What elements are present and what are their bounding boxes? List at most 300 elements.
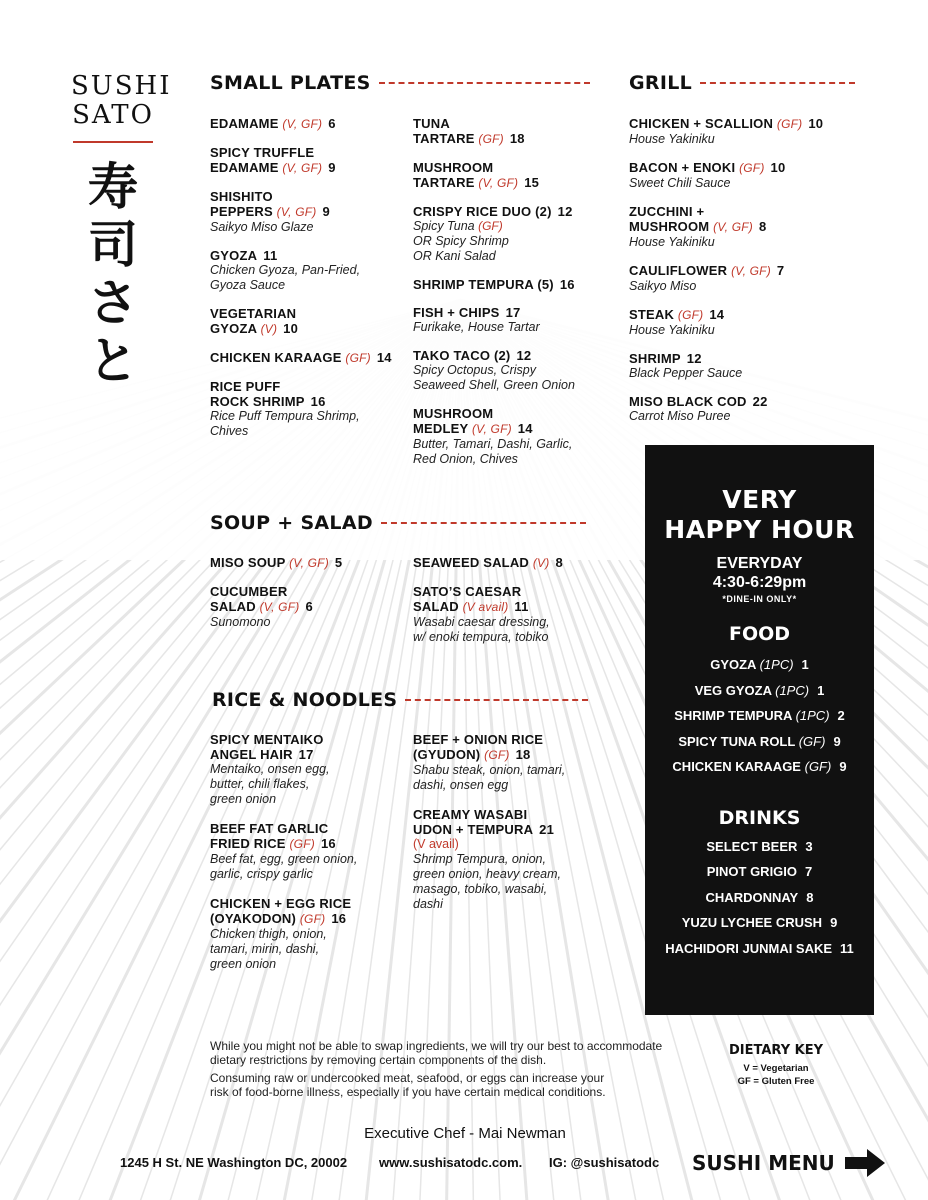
menu-item	[629, 263, 859, 294]
rice-noodles-col-1	[210, 732, 405, 986]
happy-hour-item-name: GYOZA	[710, 657, 756, 672]
menu-item-price: 15	[524, 175, 540, 190]
menu-item-name-line	[413, 747, 608, 763]
dietary-tag: (V, GF)	[478, 176, 519, 190]
menu-item-name-2: (GYUDON)	[413, 747, 481, 762]
menu-item-name-line	[413, 131, 608, 147]
dietary-tag: (GF)	[478, 219, 503, 233]
disclaimer-line: dietary restrictions by removing certain components of the dish.	[210, 1052, 547, 1067]
menu-item-price: 14	[376, 350, 392, 365]
menu-item	[210, 145, 400, 176]
menu-item-name-line	[210, 160, 400, 176]
menu-item-name-line	[629, 160, 859, 176]
happy-hour-drink-item	[645, 834, 874, 860]
menu-item-price: 14	[517, 421, 533, 436]
menu-item-description-text: Red Onion, Chives	[413, 452, 518, 466]
menu-item	[210, 896, 405, 972]
menu-item-name: MUSHROOM	[413, 406, 494, 421]
happy-hour-note: *DINE-IN ONLY*	[722, 594, 797, 604]
menu-item-description	[629, 176, 859, 191]
menu-item-name-line	[413, 599, 608, 615]
happy-hour-item-name: CHARDONNAY	[705, 889, 799, 905]
menu-item-description-text: dashi	[413, 897, 443, 911]
menu-item-price: 12	[686, 351, 702, 366]
menu-item-name-line	[413, 348, 608, 363]
logo-wordmark	[71, 71, 172, 130]
happy-hour-item-price: 1	[817, 682, 825, 698]
menu-item-description	[413, 615, 608, 630]
menu-item	[413, 348, 608, 393]
rice-noodles-heading	[212, 689, 588, 711]
happy-hour-item-tag: (1PC)	[759, 657, 794, 672]
menu-item	[629, 394, 859, 424]
menu-item-description	[210, 792, 405, 807]
menu-item-description	[413, 630, 608, 645]
menu-item	[413, 807, 608, 912]
menu-item-description	[210, 220, 400, 235]
menu-item-name-2: TARTARE	[413, 175, 475, 190]
menu-item-name-line	[413, 421, 608, 437]
menu-item-name-2: TARTARE	[413, 131, 475, 146]
menu-item-name-2: PEPPERS	[210, 204, 273, 219]
dietary-tag: (GF)	[289, 837, 315, 851]
menu-item-description	[210, 927, 405, 942]
menu-item	[629, 307, 859, 338]
menu-item	[413, 406, 608, 467]
happy-hour-drinks-title: DRINKS	[718, 806, 801, 829]
menu-item-price: 22	[752, 394, 768, 409]
menu-item-name-line	[413, 175, 608, 191]
menu-item-price: 6	[328, 116, 336, 131]
menu-item	[210, 248, 400, 293]
happy-hour-item-price: 2	[837, 708, 845, 723]
logo-line-1: SUSHI	[71, 71, 172, 101]
happy-hour-item-tag: (1PC)	[795, 708, 830, 723]
dietary-tag: (V, GF)	[289, 556, 329, 570]
menu-item	[210, 116, 400, 132]
menu-item-description	[210, 263, 400, 278]
menu-item	[413, 277, 608, 292]
menu-item-name-line	[210, 321, 400, 337]
dietary-key-title: DIETARY KEY	[728, 1043, 824, 1058]
menu-item-name-line	[210, 394, 400, 409]
menu-item-description	[210, 409, 400, 424]
menu-item-name-2: GYOZA	[210, 321, 257, 336]
dietary-tag: (GF)	[299, 912, 326, 926]
happy-hour-drink-item	[645, 859, 874, 885]
happy-hour-food-item	[645, 703, 874, 729]
menu-item-name: FISH + CHIPS	[413, 305, 500, 320]
happy-hour-drink-item	[645, 936, 874, 962]
menu-item-description-text: Shabu steak, onion, tamari,	[413, 763, 566, 777]
small-plates-title: SMALL PLATES	[210, 72, 371, 94]
menu-item-description-text: green onion, heavy cream,	[413, 867, 562, 881]
menu-item-description	[629, 409, 859, 424]
menu-item-description	[413, 763, 608, 778]
menu-item-name-2: MEDLEY	[413, 421, 469, 436]
menu-item-description-text: OR Kani Salad	[413, 249, 496, 263]
menu-item-description-text: House Yakiniku	[629, 132, 715, 146]
menu-item-description-text: House Yakiniku	[629, 235, 715, 249]
happy-hour-food-title: FOOD	[728, 623, 791, 645]
menu-item	[210, 584, 400, 630]
menu-item-description-text: Shrimp Tempura, onion,	[413, 852, 546, 866]
menu-item-name: CAULIFLOWER	[629, 263, 728, 278]
menu-item-name-2: UDON + TEMPURA	[413, 822, 534, 837]
menu-item-name-line	[210, 116, 400, 132]
dietary-tag: (V, GF)	[276, 205, 317, 219]
menu-item-name: VEGETARIAN	[210, 306, 297, 321]
disclaimer-line: Consuming raw or undercooked meat, seafood, or eggs can increase your	[210, 1071, 605, 1085]
menu-item-name: CHICKEN KARAAGE	[210, 350, 342, 365]
happy-hour-drinks-list	[645, 834, 874, 962]
menu-item-price: 16	[310, 394, 326, 409]
menu-item	[413, 204, 608, 264]
menu-item-name-line	[210, 599, 400, 615]
menu-item-price: 5	[334, 555, 343, 570]
happy-hour-title-1: VERY	[722, 485, 797, 514]
logo-line-2: SATO	[72, 100, 154, 130]
small-plates-col-2	[413, 116, 608, 480]
menu-item-price: 8	[758, 219, 767, 234]
menu-item-description-text: Spicy Tuna	[413, 219, 475, 233]
menu-item-description-text: Sweet Chili Sauce	[629, 176, 731, 190]
menu-item-description-text: OR Spicy Shrimp	[413, 234, 509, 248]
dietary-tag: (V avail)	[413, 837, 459, 851]
menu-item-price: 18	[515, 747, 531, 762]
menu-item-price: 16	[331, 911, 347, 926]
disclaimer-line: While you might not be able to swap ingredients, we will try our best to accommodate	[210, 1039, 663, 1053]
menu-item-price: 12	[516, 348, 532, 363]
menu-item-description-text: Saikyo Miso Glaze	[210, 220, 314, 234]
soup-salad-title: SOUP + SALAD	[210, 512, 373, 534]
menu-item-description-text: House Yakiniku	[629, 323, 715, 337]
menu-item-price: 10	[808, 116, 824, 131]
menu-item-description-text: Beef fat, egg, green onion,	[210, 852, 358, 866]
menu-item-name-line	[629, 351, 859, 366]
happy-hour-time: 4:30-6:29pm	[712, 574, 807, 591]
menu-item-price: 12	[557, 204, 573, 219]
dietary-tag: (GF)	[478, 132, 504, 146]
menu-item	[413, 305, 608, 335]
menu-item-description	[413, 882, 608, 897]
menu-item-description-text: masago, tobiko, wasabi,	[413, 882, 548, 896]
footer-address: 1245 H St. NE Washington DC, 20002	[120, 1155, 348, 1170]
happy-hour-item-price: 1	[801, 657, 809, 672]
menu-item-name-2: SALAD	[413, 599, 459, 614]
happy-hour-panel	[645, 445, 874, 1015]
menu-item-price: 10	[283, 321, 299, 336]
menu-item-name: MISO BLACK COD	[629, 394, 747, 409]
menu-item-description	[629, 132, 859, 147]
happy-hour-days: EVERYDAY	[716, 555, 803, 572]
dietary-tag: (V, GF)	[713, 220, 753, 234]
menu-item-description-text: Gyoza Sauce	[210, 278, 286, 292]
menu-item-description-text: Wasabi caesar dressing,	[413, 615, 550, 629]
menu-item-description-text: tamari, mirin, dashi,	[210, 942, 320, 956]
happy-hour-item-name: VEG GYOZA	[694, 682, 772, 698]
menu-item-price: 9	[328, 160, 336, 175]
logo-jp-char: と	[88, 332, 138, 390]
menu-item-description-text: Butter, Tamari, Dashi, Garlic,	[413, 437, 573, 451]
happy-hour-item-tag: (GF)	[804, 759, 832, 774]
menu-item-name-line	[210, 911, 405, 927]
menu-item-description-text: Carrot Miso Puree	[629, 409, 731, 423]
menu-item	[210, 379, 400, 439]
menu-item-name: TAKO TACO (2)	[413, 348, 511, 363]
menu-item-price: 14	[709, 307, 725, 322]
menu-item-name-line	[210, 204, 400, 220]
menu-item-name-line	[210, 350, 400, 366]
menu-item-name-line	[413, 277, 608, 292]
menu-item-name: BEEF FAT GARLIC	[210, 821, 329, 836]
dietary-tag: (V avail)	[462, 600, 509, 614]
menu-item-name: SPICY TRUFFLE	[210, 145, 315, 160]
menu-item-name: SHRIMP	[629, 351, 681, 366]
arrow-right-icon	[845, 1147, 887, 1179]
menu-item-name: SATO’S CAESAR	[413, 584, 522, 599]
menu-item-description-text: garlic, crispy garlic	[210, 867, 313, 881]
menu-item-description-text: Spicy Octopus, Crispy	[413, 363, 536, 377]
menu-item-description	[413, 249, 608, 264]
menu-item-price: 17	[298, 747, 314, 762]
dietary-tag: (GF)	[776, 117, 803, 131]
happy-hour-item-price: 9	[833, 733, 841, 749]
happy-hour-food-list	[645, 652, 874, 780]
menu-item-name-2: FRIED RICE	[210, 836, 286, 851]
menu-item	[210, 732, 405, 807]
grill-list	[629, 116, 859, 437]
menu-item-price: 6	[305, 599, 313, 614]
menu-item-name: EDAMAME	[210, 116, 279, 131]
menu-item-description	[629, 279, 859, 294]
dietary-key-v: V = Vegetarian	[743, 1063, 809, 1074]
menu-item-name-line	[629, 219, 859, 235]
happy-hour-item-name: HACHIDORI JUNMAI SAKE	[665, 940, 833, 956]
logo-jp-char: 寿	[88, 158, 138, 216]
menu-item	[413, 555, 608, 571]
menu-item-description	[413, 452, 608, 467]
menu-item-name: CHICKEN + EGG RICE	[210, 896, 352, 911]
soup-salad-col-1	[210, 555, 400, 643]
happy-hour-drink-item	[645, 910, 874, 936]
menu-item-price: 10	[770, 160, 786, 175]
menu-item-name-2: EDAMAME	[210, 160, 279, 175]
dietary-tag: (V, GF)	[282, 117, 323, 131]
menu-item	[413, 584, 608, 645]
menu-item	[210, 555, 400, 571]
menu-item-description	[413, 778, 608, 793]
menu-item-description	[629, 323, 859, 338]
menu-item-price: 9	[322, 204, 330, 219]
menu-item-name-2: ANGEL HAIR	[210, 747, 293, 762]
dietary-tag: (V, GF)	[471, 422, 512, 436]
menu-item-description	[629, 235, 859, 250]
menu-item-price: 7	[776, 263, 785, 278]
small-plates-heading	[210, 72, 590, 94]
happy-hour-item-name: PINOT GRIGIO	[706, 864, 798, 879]
happy-hour-food-item	[645, 678, 874, 704]
menu-item-description-text: Chicken thigh, onion,	[210, 927, 327, 941]
menu-item-name-line	[210, 836, 405, 852]
dietary-tag: (V, GF)	[731, 264, 771, 278]
menu-item-name-2: (OYAKODON)	[210, 911, 297, 926]
menu-item-description	[210, 777, 405, 792]
executive-chef: Executive Chef - Mai Newman	[364, 1125, 566, 1142]
menu-item-name: ZUCCHINI +	[629, 204, 705, 219]
menu-item	[413, 160, 608, 191]
menu-item-description	[413, 852, 608, 867]
next-menu-label: SUSHI MENU	[692, 1151, 835, 1175]
menu-item-description-text: Mentaiko, onsen egg,	[210, 762, 330, 776]
soup-salad-col-2	[413, 555, 608, 658]
menu-item	[629, 160, 859, 191]
happy-hour-food-item	[645, 729, 874, 755]
menu-item-name-line	[629, 394, 859, 409]
dietary-tag: (GF)	[345, 351, 371, 365]
menu-item-name: RICE PUFF	[210, 379, 281, 394]
menu-item-description	[210, 278, 400, 293]
dietary-tag: (GF)	[484, 748, 510, 762]
next-menu-link[interactable]	[692, 1147, 887, 1179]
menu-item-description	[413, 437, 608, 452]
menu-item-description	[210, 942, 405, 957]
menu-item-price: 18	[509, 131, 525, 146]
heading-dash-rule	[405, 699, 588, 701]
logo-japanese	[78, 158, 148, 390]
menu-item-description-text: Sunomono	[210, 615, 271, 629]
happy-hour-food-item	[645, 652, 874, 678]
happy-hour-item-name: SELECT BEER	[706, 838, 798, 854]
menu-item-description	[413, 363, 608, 378]
dietary-key-gf: GF = Gluten Free	[737, 1076, 815, 1087]
footer-instagram[interactable]: IG: @sushisatodc	[549, 1155, 660, 1170]
menu-item-name-line	[413, 555, 608, 571]
menu-item	[629, 116, 859, 147]
menu-item	[413, 116, 608, 147]
menu-item-price: 16	[559, 277, 575, 292]
menu-item-name-2: MUSHROOM	[629, 219, 710, 234]
dietary-tag: (V, GF)	[282, 161, 323, 175]
menu-item-name: GYOZA	[210, 248, 258, 263]
footer-website[interactable]: www.sushisatodc.com.	[379, 1155, 523, 1170]
disclaimer	[210, 1040, 710, 1099]
dietary-tag: (GF)	[739, 161, 765, 175]
menu-item-name: CUCUMBER	[210, 584, 288, 599]
rice-noodles-title: RICE & NOODLES	[212, 689, 398, 711]
menu-item-description	[413, 320, 608, 335]
menu-item-description	[210, 852, 405, 867]
happy-hour-food-item	[645, 754, 874, 780]
menu-item-description-text: green onion	[210, 792, 277, 806]
menu-item	[629, 204, 859, 250]
dietary-tag: (V, GF)	[259, 600, 300, 614]
menu-item-name: CHICKEN + SCALLION	[629, 116, 774, 131]
dietary-tag: (V)	[532, 556, 550, 570]
menu-item	[210, 306, 400, 337]
menu-item-description-text: Rice Puff Tempura Shrimp,	[210, 409, 360, 423]
soup-salad-heading	[210, 512, 586, 534]
menu-item	[629, 351, 859, 381]
menu-item-name: CREAMY WASABI	[413, 807, 528, 822]
logo-jp-char: 司	[88, 216, 138, 274]
happy-hour-title-2: HAPPY HOUR	[664, 515, 855, 544]
menu-item-name: MISO SOUP	[210, 555, 286, 570]
menu-item-name-line	[413, 204, 608, 219]
menu-item-name: CRISPY RICE DUO (2)	[413, 204, 552, 219]
disclaimer-line: risk of food-borne illness, especially if you have certain medical conditions.	[210, 1084, 606, 1099]
happy-hour-item-price: 11	[840, 940, 854, 956]
happy-hour-item-name: CHICKEN KARAAGE	[672, 759, 801, 774]
menu-item-description	[210, 424, 400, 439]
happy-hour-drink-item	[645, 885, 874, 911]
menu-item	[210, 821, 405, 882]
logo-jp-char: さ	[88, 274, 138, 332]
menu-item-price: 16	[320, 836, 336, 851]
menu-item-description-text: butter, chili flakes,	[210, 777, 310, 791]
menu-item-name: BEEF + ONION RICE	[413, 732, 544, 747]
menu-item-description	[210, 615, 400, 630]
happy-hour-item-name: SHRIMP TEMPURA	[674, 708, 792, 723]
menu-item-name-line	[629, 307, 859, 323]
menu-item-name-line	[629, 263, 859, 279]
rice-noodles-col-2	[413, 732, 608, 926]
happy-hour-item-tag: (GF)	[798, 733, 826, 749]
menu-item-name-line	[413, 305, 608, 320]
menu-item-name: SPICY MENTAIKO	[210, 732, 324, 747]
menu-item-name-2: SALAD	[210, 599, 256, 614]
menu-item-description-text: Furikake, House Tartar	[413, 320, 540, 334]
menu-item-description-text: dashi, onsen egg	[413, 778, 509, 792]
heading-dash-rule	[700, 82, 855, 84]
menu-item-description-text: Saikyo Miso	[629, 279, 697, 293]
menu-item-name-line	[210, 747, 405, 762]
happy-hour-item-price: 8	[806, 889, 814, 905]
happy-hour-item-name: YUZU LYCHEE CRUSH	[681, 915, 823, 930]
happy-hour-item-price: 7	[805, 864, 813, 879]
happy-hour-item-tag: (1PC)	[775, 682, 810, 698]
menu-item-name: MUSHROOM	[413, 160, 494, 175]
dietary-key	[716, 1043, 836, 1087]
menu-item-description	[210, 867, 405, 882]
menu-item-price: 8	[555, 555, 563, 570]
menu-item-name: BACON + ENOKI	[629, 160, 736, 175]
menu-item-description	[210, 957, 405, 972]
logo-divider	[73, 141, 153, 143]
menu-item-description-text: green onion	[210, 957, 277, 971]
menu-item-name-line	[210, 555, 400, 571]
dietary-tag: (V)	[260, 322, 278, 336]
menu-item-price: 11	[514, 599, 529, 614]
menu-item-description-text: Chicken Gyoza, Pan-Fried,	[210, 263, 361, 277]
grill-heading	[629, 72, 855, 94]
heading-dash-rule	[379, 82, 590, 84]
menu-item-name: SHRIMP TEMPURA (5)	[413, 277, 554, 292]
menu-item-description-text: Chives	[210, 424, 249, 438]
happy-hour-item-price: 9	[830, 915, 838, 930]
menu-item-description	[210, 762, 405, 777]
menu-item-name-line	[210, 248, 400, 263]
happy-hour-item-name: SPICY TUNA ROLL	[678, 733, 796, 749]
menu-item-description	[413, 897, 608, 912]
menu-item-price: 11	[263, 248, 278, 263]
small-plates-col-1	[210, 116, 400, 452]
menu-item-name-2: ROCK SHRIMP	[210, 394, 305, 409]
menu-item-description	[413, 219, 608, 234]
menu-item-name-line	[629, 116, 859, 132]
menu-item	[210, 350, 400, 366]
menu-item-description-text: Black Pepper Sauce	[629, 366, 743, 380]
